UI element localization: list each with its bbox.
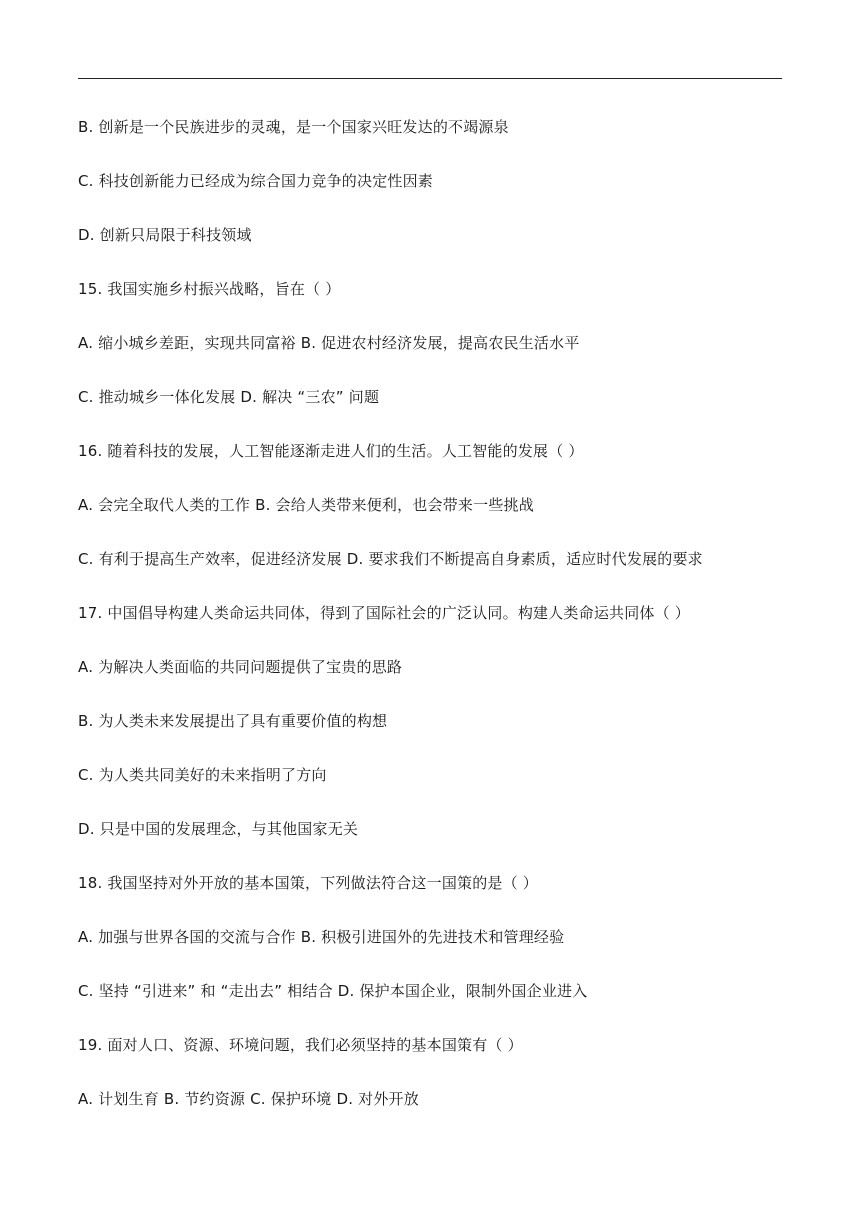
option-line: C. 坚持 “引进来” 和 “走出去” 相结合 D. 保护本国企业，限制外国企业进入 xyxy=(78,982,588,1000)
question-stem: 15. 我国实施乡村振兴战略，旨在（ ） xyxy=(78,280,341,298)
option-line: A. 计划生育 B. 节约资源 C. 保护环境 D. 对外开放 xyxy=(78,1090,419,1108)
option-line: C. 有利于提高生产效率，促进经济发展 D. 要求我们不断提高自身素质，适应时代发展的要求 xyxy=(78,550,703,568)
option-line: C. 为人类共同美好的未来指明了方向 xyxy=(78,766,327,784)
option-line: C. 科技创新能力已经成为综合国力竞争的决定性因素 xyxy=(78,172,434,190)
option-line: A. 为解决人类面临的共同问题提供了宝贵的思路 xyxy=(78,658,403,676)
option-line: D. 只是中国的发展理念，与其他国家无关 xyxy=(78,820,359,838)
question-content xyxy=(78,110,782,1136)
question-stem: 19. 面对人口、资源、环境问题，我们必须坚持的基本国策有（ ） xyxy=(78,1036,523,1054)
question-stem: 16. 随着科技的发展，人工智能逐渐走进人们的生活。人工智能的发展（ ） xyxy=(78,442,584,460)
option-line: A. 缩小城乡差距，实现共同富裕 B. 促进农村经济发展，提高农民生活水平 xyxy=(78,334,580,352)
option-line: B. 创新是一个民族进步的灵魂，是一个国家兴旺发达的不竭源泉 xyxy=(78,118,509,136)
question-stem: 18. 我国坚持对外开放的基本国策，下列做法符合这一国策的是（ ） xyxy=(78,874,538,892)
header-rule xyxy=(78,78,782,79)
question-stem: 17. 中国倡导构建人类命运共同体，得到了国际社会的广泛认同。构建人类命运共同体（ ） xyxy=(78,604,690,622)
option-line: D. 创新只局限于科技领域 xyxy=(78,226,252,244)
option-line: C. 推动城乡一体化发展 D. 解决 “三农” 问题 xyxy=(78,388,380,406)
option-line: A. 会完全取代人类的工作 B. 会给人类带来便利，也会带来一些挑战 xyxy=(78,496,534,514)
option-line: A. 加强与世界各国的交流与合作 B. 积极引进国外的先进技术和管理经验 xyxy=(78,928,565,946)
option-line: B. 为人类未来发展提出了具有重要价值的构想 xyxy=(78,712,388,730)
